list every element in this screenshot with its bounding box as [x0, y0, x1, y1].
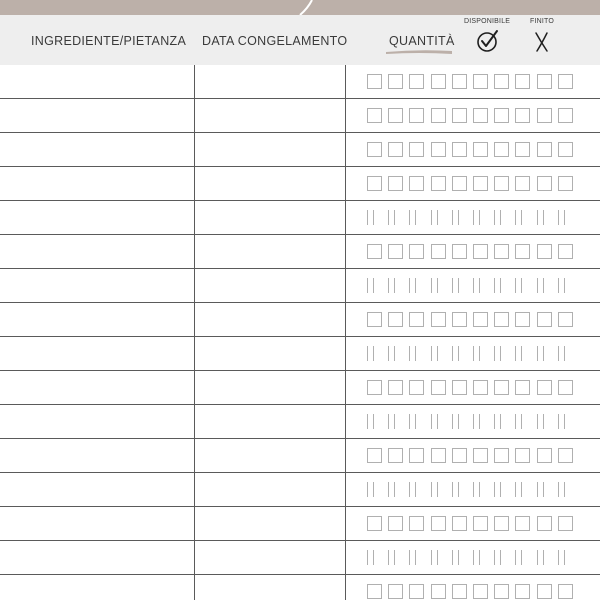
quantity-checkbox[interactable] — [452, 584, 467, 599]
quantity-checkbox[interactable] — [409, 516, 424, 531]
quantity-checkbox[interactable] — [431, 176, 446, 191]
quantity-checkbox[interactable] — [388, 312, 403, 327]
freeze-date-cell[interactable] — [195, 99, 345, 132]
quantity-box-group — [367, 448, 579, 465]
quantity-checkbox[interactable] — [367, 584, 382, 599]
available-label: DISPONIBILE — [464, 18, 511, 25]
quantity-checkbox[interactable] — [537, 346, 552, 361]
table-row — [0, 337, 600, 371]
quantity-checkbox[interactable] — [431, 108, 446, 123]
quantity-checkbox[interactable] — [367, 108, 382, 123]
quantity-box-group — [367, 414, 579, 431]
quantity-checkbox[interactable] — [452, 550, 467, 565]
quantity-checkbox[interactable] — [494, 482, 509, 497]
quantity-checkbox[interactable] — [409, 210, 424, 225]
ingredient-cell[interactable] — [0, 507, 194, 540]
quantity-checkbox[interactable] — [388, 414, 403, 429]
quantity-checkbox[interactable] — [431, 312, 446, 327]
ingredient-cell[interactable] — [0, 303, 194, 336]
quantity-box-group — [367, 74, 579, 91]
quantity-checkbox[interactable] — [494, 210, 509, 225]
quantity-checkbox[interactable] — [431, 244, 446, 259]
ingredient-cell[interactable] — [0, 235, 194, 268]
quantity-checkbox[interactable] — [537, 448, 552, 463]
quantity-checkbox[interactable] — [558, 278, 573, 293]
quantity-box-group — [367, 312, 579, 329]
table-row — [0, 507, 600, 541]
quantity-checkbox[interactable] — [367, 482, 382, 497]
column-divider-2 — [345, 65, 346, 600]
quantity-checkbox[interactable] — [409, 584, 424, 599]
quantity-checkbox[interactable] — [473, 482, 488, 497]
quantity-checkbox[interactable] — [367, 516, 382, 531]
quantity-checkbox[interactable] — [452, 74, 467, 89]
table-row — [0, 439, 600, 473]
ingredient-cell[interactable] — [0, 167, 194, 200]
quantity-checkbox[interactable] — [515, 414, 530, 429]
column-header-ingredient: INGREDIENTE/PIETANZA — [31, 34, 187, 48]
quantity-checkbox[interactable] — [537, 312, 552, 327]
quantity-checkbox[interactable] — [367, 210, 382, 225]
quantity-checkbox[interactable] — [494, 74, 509, 89]
freeze-date-cell[interactable] — [195, 133, 345, 166]
quantity-checkbox[interactable] — [409, 312, 424, 327]
quantity-box-group — [367, 380, 579, 397]
quantity-checkbox[interactable] — [494, 550, 509, 565]
column-header-quantity: QUANTITÀ — [389, 34, 455, 48]
quantity-checkbox[interactable] — [473, 346, 488, 361]
quantity-checkbox[interactable] — [388, 210, 403, 225]
table-row — [0, 99, 600, 133]
quantity-checkbox[interactable] — [558, 108, 573, 123]
quantity-checkbox[interactable] — [452, 210, 467, 225]
quantity-checkbox[interactable] — [558, 482, 573, 497]
ingredient-cell[interactable] — [0, 405, 194, 438]
inventory-grid — [0, 65, 600, 600]
quantity-checkbox[interactable] — [558, 516, 573, 531]
table-row — [0, 235, 600, 269]
quantity-checkbox[interactable] — [537, 482, 552, 497]
table-row — [0, 473, 600, 507]
quantity-checkbox[interactable] — [473, 550, 488, 565]
quantity-checkbox[interactable] — [473, 142, 488, 157]
quantity-box-group — [367, 482, 579, 499]
quantity-checkbox[interactable] — [537, 414, 552, 429]
check-circle-icon — [475, 28, 501, 54]
quantity-checkbox[interactable] — [473, 278, 488, 293]
quantity-box-group — [367, 584, 579, 600]
quantity-checkbox[interactable] — [515, 74, 530, 89]
quantity-checkbox[interactable] — [515, 448, 530, 463]
quantity-checkbox[interactable] — [409, 176, 424, 191]
quantity-checkbox[interactable] — [537, 108, 552, 123]
quantity-checkbox[interactable] — [558, 346, 573, 361]
quantity-checkbox[interactable] — [367, 278, 382, 293]
quantity-checkbox[interactable] — [409, 108, 424, 123]
ingredient-cell[interactable] — [0, 541, 194, 574]
quantity-checkbox[interactable] — [431, 142, 446, 157]
quantity-checkbox[interactable] — [431, 74, 446, 89]
quantity-checkbox[interactable] — [431, 414, 446, 429]
freeze-date-cell[interactable] — [195, 473, 345, 506]
freeze-date-cell[interactable] — [195, 65, 345, 98]
quantity-box-group — [367, 278, 579, 295]
quantity-checkbox[interactable] — [367, 244, 382, 259]
quantity-underline-stroke — [384, 48, 454, 55]
quantity-checkbox[interactable] — [515, 516, 530, 531]
quantity-checkbox[interactable] — [431, 550, 446, 565]
ingredient-cell[interactable] — [0, 439, 194, 472]
freeze-date-cell[interactable] — [195, 439, 345, 472]
quantity-checkbox[interactable] — [431, 516, 446, 531]
freeze-date-cell[interactable] — [195, 507, 345, 540]
quantity-checkbox[interactable] — [452, 346, 467, 361]
quantity-checkbox[interactable] — [367, 312, 382, 327]
quantity-checkbox[interactable] — [388, 448, 403, 463]
table-row — [0, 371, 600, 405]
freeze-date-cell[interactable] — [195, 269, 345, 302]
quantity-checkbox[interactable] — [388, 482, 403, 497]
quantity-box-group — [367, 210, 579, 227]
freeze-date-cell[interactable] — [195, 575, 345, 600]
quantity-checkbox[interactable] — [494, 584, 509, 599]
quantity-checkbox[interactable] — [431, 482, 446, 497]
quantity-checkbox[interactable] — [431, 380, 446, 395]
quantity-checkbox[interactable] — [558, 312, 573, 327]
quantity-checkbox[interactable] — [494, 142, 509, 157]
quantity-checkbox[interactable] — [431, 584, 446, 599]
quantity-checkbox[interactable] — [452, 278, 467, 293]
quantity-checkbox[interactable] — [494, 516, 509, 531]
quantity-checkbox[interactable] — [537, 142, 552, 157]
quantity-checkbox[interactable] — [409, 244, 424, 259]
ingredient-cell[interactable] — [0, 201, 194, 234]
quantity-checkbox[interactable] — [452, 176, 467, 191]
quantity-checkbox[interactable] — [537, 176, 552, 191]
quantity-checkbox[interactable] — [409, 380, 424, 395]
quantity-checkbox[interactable] — [388, 108, 403, 123]
column-divider-1 — [194, 65, 195, 600]
quantity-checkbox[interactable] — [558, 584, 573, 599]
quantity-checkbox[interactable] — [431, 278, 446, 293]
quantity-box-group — [367, 516, 579, 533]
quantity-checkbox[interactable] — [409, 414, 424, 429]
quantity-checkbox[interactable] — [473, 74, 488, 89]
quantity-checkbox[interactable] — [452, 312, 467, 327]
quantity-checkbox[interactable] — [473, 516, 488, 531]
freeze-date-cell[interactable] — [195, 337, 345, 370]
quantity-checkbox[interactable] — [537, 584, 552, 599]
quantity-checkbox[interactable] — [515, 312, 530, 327]
table-row — [0, 541, 600, 575]
quantity-checkbox[interactable] — [388, 550, 403, 565]
quantity-checkbox[interactable] — [367, 142, 382, 157]
quantity-checkbox[interactable] — [452, 516, 467, 531]
quantity-checkbox[interactable] — [367, 380, 382, 395]
freeze-date-cell[interactable] — [195, 541, 345, 574]
quantity-checkbox[interactable] — [515, 584, 530, 599]
quantity-checkbox[interactable] — [537, 244, 552, 259]
table-row — [0, 269, 600, 303]
quantity-checkbox[interactable] — [558, 210, 573, 225]
table-row — [0, 133, 600, 167]
quantity-checkbox[interactable] — [409, 142, 424, 157]
table-row — [0, 167, 600, 201]
ingredient-cell[interactable] — [0, 65, 194, 98]
quantity-checkbox[interactable] — [452, 142, 467, 157]
quantity-checkbox[interactable] — [388, 380, 403, 395]
quantity-checkbox[interactable] — [367, 550, 382, 565]
quantity-checkbox[interactable] — [494, 278, 509, 293]
quantity-checkbox[interactable] — [558, 244, 573, 259]
quantity-checkbox[interactable] — [558, 550, 573, 565]
freeze-date-cell[interactable] — [195, 235, 345, 268]
quantity-checkbox[interactable] — [452, 482, 467, 497]
quantity-checkbox[interactable] — [515, 380, 530, 395]
quantity-checkbox[interactable] — [452, 244, 467, 259]
quantity-checkbox[interactable] — [558, 448, 573, 463]
quantity-checkbox[interactable] — [515, 108, 530, 123]
quantity-checkbox[interactable] — [515, 176, 530, 191]
quantity-checkbox[interactable] — [494, 312, 509, 327]
quantity-checkbox[interactable] — [473, 448, 488, 463]
quantity-checkbox[interactable] — [515, 278, 530, 293]
ingredient-cell[interactable] — [0, 337, 194, 370]
quantity-checkbox[interactable] — [494, 176, 509, 191]
quantity-checkbox[interactable] — [558, 380, 573, 395]
quantity-checkbox[interactable] — [452, 448, 467, 463]
freeze-date-cell[interactable] — [195, 303, 345, 336]
quantity-checkbox[interactable] — [409, 550, 424, 565]
quantity-checkbox[interactable] — [452, 414, 467, 429]
ingredient-cell[interactable] — [0, 371, 194, 404]
table-row — [0, 303, 600, 337]
quantity-checkbox[interactable] — [515, 210, 530, 225]
table-row — [0, 575, 600, 600]
quantity-checkbox[interactable] — [537, 516, 552, 531]
ingredient-cell[interactable] — [0, 133, 194, 166]
quantity-checkbox[interactable] — [494, 346, 509, 361]
quantity-checkbox[interactable] — [367, 176, 382, 191]
quantity-checkbox[interactable] — [388, 516, 403, 531]
x-mark-icon — [532, 30, 552, 54]
quantity-checkbox[interactable] — [388, 142, 403, 157]
freeze-date-cell[interactable] — [195, 405, 345, 438]
quantity-checkbox[interactable] — [431, 448, 446, 463]
finished-label: FINITO — [530, 18, 555, 25]
quantity-checkbox[interactable] — [494, 380, 509, 395]
quantity-checkbox[interactable] — [515, 346, 530, 361]
quantity-checkbox[interactable] — [452, 380, 467, 395]
quantity-checkbox[interactable] — [494, 414, 509, 429]
quantity-checkbox[interactable] — [409, 74, 424, 89]
table-row — [0, 201, 600, 235]
quantity-checkbox[interactable] — [558, 414, 573, 429]
ingredient-cell[interactable] — [0, 99, 194, 132]
quantity-checkbox[interactable] — [558, 176, 573, 191]
ingredient-cell[interactable] — [0, 269, 194, 302]
quantity-checkbox[interactable] — [409, 278, 424, 293]
quantity-checkbox[interactable] — [367, 346, 382, 361]
quantity-checkbox[interactable] — [367, 74, 382, 89]
table-row — [0, 405, 600, 439]
quantity-checkbox[interactable] — [409, 482, 424, 497]
quantity-checkbox[interactable] — [452, 108, 467, 123]
quantity-checkbox[interactable] — [473, 380, 488, 395]
quantity-checkbox[interactable] — [494, 244, 509, 259]
quantity-checkbox[interactable] — [494, 448, 509, 463]
freeze-date-cell[interactable] — [195, 371, 345, 404]
quantity-checkbox[interactable] — [388, 176, 403, 191]
quantity-checkbox[interactable] — [388, 584, 403, 599]
quantity-checkbox[interactable] — [537, 380, 552, 395]
quantity-checkbox[interactable] — [494, 108, 509, 123]
quantity-checkbox[interactable] — [388, 346, 403, 361]
quantity-box-group — [367, 346, 579, 363]
quantity-checkbox[interactable] — [367, 414, 382, 429]
quantity-checkbox[interactable] — [515, 142, 530, 157]
quantity-checkbox[interactable] — [367, 448, 382, 463]
quantity-checkbox[interactable] — [473, 108, 488, 123]
quantity-checkbox[interactable] — [515, 244, 530, 259]
quantity-checkbox[interactable] — [473, 312, 488, 327]
column-header-freeze-date: DATA CONGELAMENTO — [202, 34, 348, 48]
quantity-checkbox[interactable] — [388, 278, 403, 293]
quantity-checkbox[interactable] — [558, 74, 573, 89]
quantity-box-group — [367, 176, 579, 193]
quantity-checkbox[interactable] — [537, 210, 552, 225]
quantity-checkbox[interactable] — [473, 584, 488, 599]
quantity-checkbox[interactable] — [537, 278, 552, 293]
quantity-checkbox[interactable] — [431, 210, 446, 225]
quantity-box-group — [367, 550, 579, 567]
quantity-checkbox[interactable] — [431, 346, 446, 361]
freeze-date-cell[interactable] — [195, 167, 345, 200]
quantity-checkbox[interactable] — [558, 142, 573, 157]
quantity-checkbox[interactable] — [473, 414, 488, 429]
quantity-checkbox[interactable] — [409, 346, 424, 361]
quantity-checkbox[interactable] — [515, 482, 530, 497]
quantity-checkbox[interactable] — [473, 244, 488, 259]
quantity-checkbox[interactable] — [409, 448, 424, 463]
quantity-box-group — [367, 142, 579, 159]
quantity-checkbox[interactable] — [537, 550, 552, 565]
quantity-checkbox[interactable] — [473, 176, 488, 191]
quantity-checkbox[interactable] — [388, 244, 403, 259]
quantity-checkbox[interactable] — [388, 74, 403, 89]
quantity-checkbox[interactable] — [473, 210, 488, 225]
quantity-checkbox[interactable] — [537, 74, 552, 89]
quantity-box-group — [367, 108, 579, 125]
freeze-date-cell[interactable] — [195, 201, 345, 234]
table-row — [0, 65, 600, 99]
quantity-box-group — [367, 244, 579, 261]
quantity-checkbox[interactable] — [515, 550, 530, 565]
ingredient-cell[interactable] — [0, 473, 194, 506]
ingredient-cell[interactable] — [0, 575, 194, 600]
